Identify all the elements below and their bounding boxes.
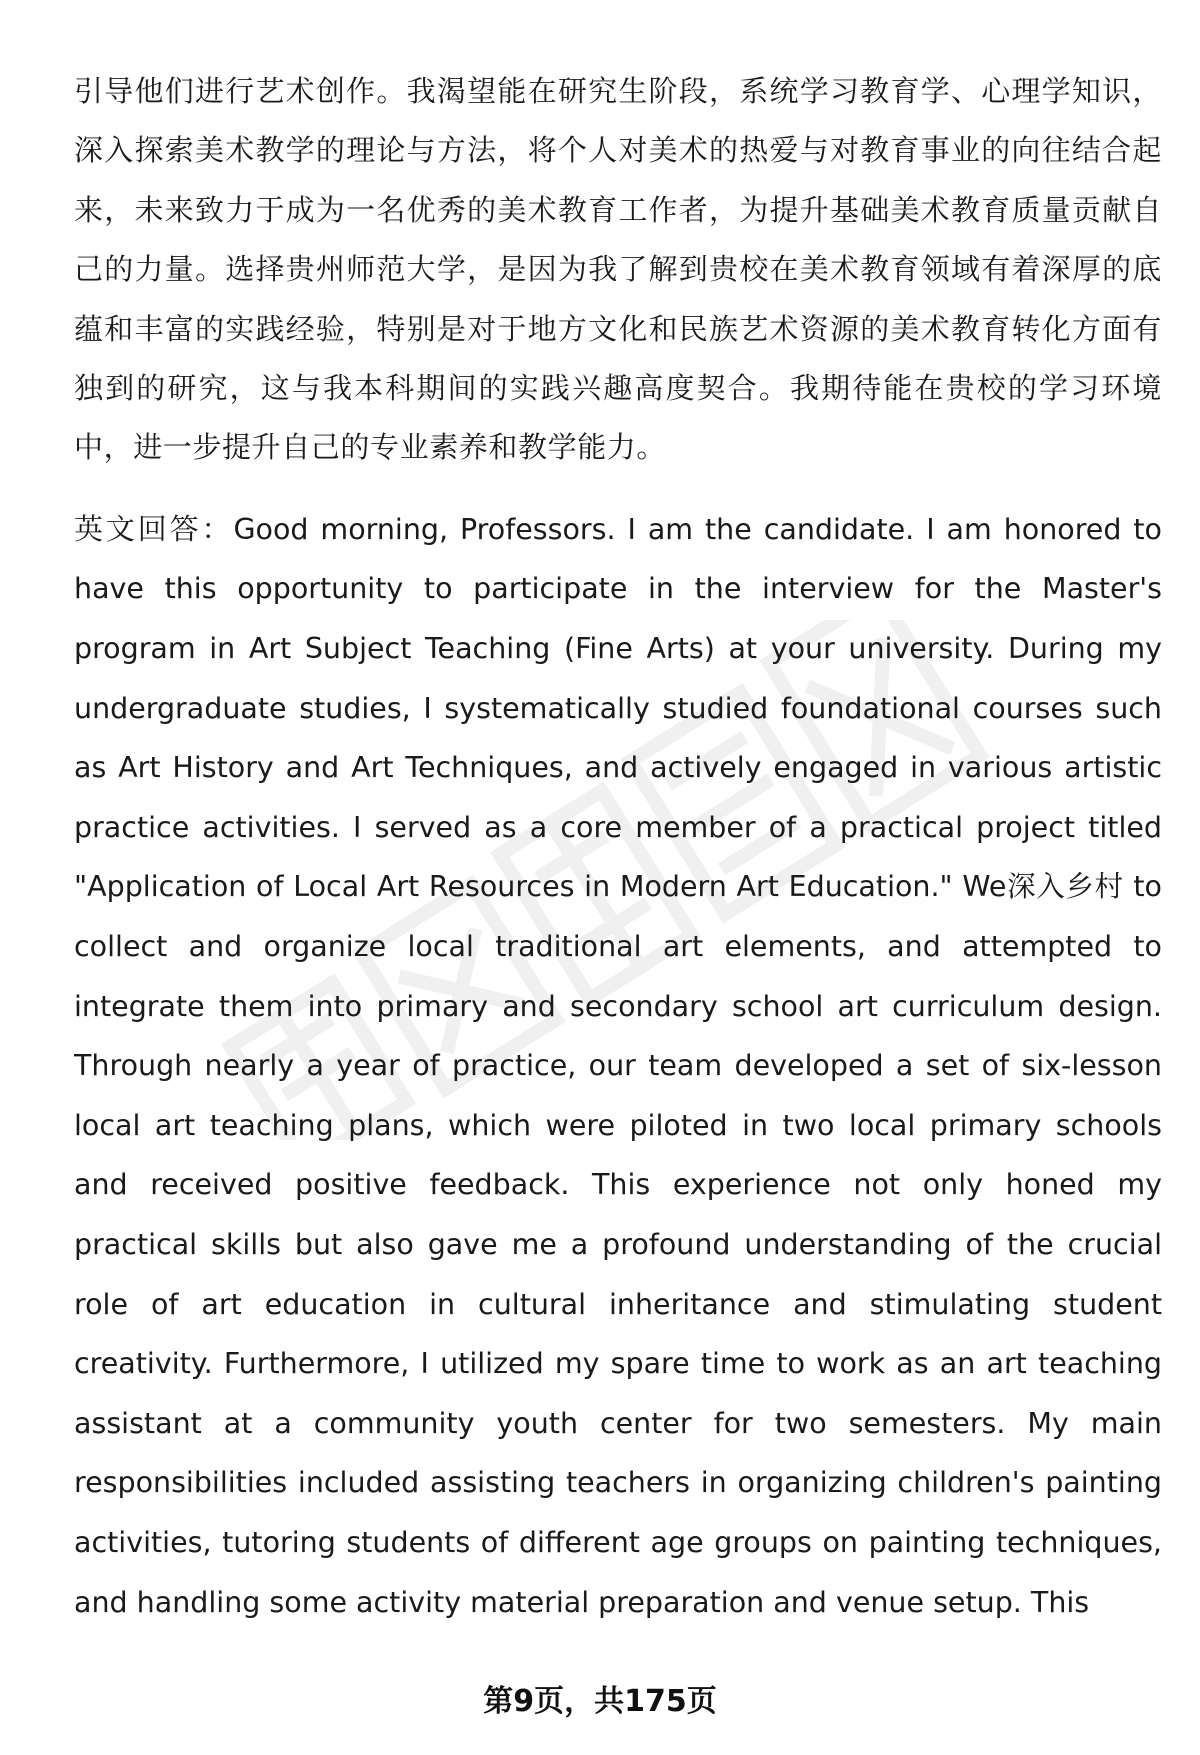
english-answer-label: 英文回答：	[74, 511, 234, 546]
page-number-footer: 第9页，共175页	[483, 1684, 717, 1719]
english-answer-paragraph	[74, 500, 1162, 1632]
english-answer-text: Good morning, Professors. I am the candidate. I am honored to have this opportunity to participate in the interview for the Master's program in Art Subject Teaching (Fine Arts) at your university. During my undergraduate studies, I systematically studied foundational courses such as Art History and Art Techniques, and actively engaged in various artistic practice activities. I served as a core member of a practical project titled "Application of Local Art Resources in Modern Art Education." We深入乡村 to collect and organize local traditional art elements, and attempted to integrate them into primary and secondary school art curriculum design. Through nearly a year of practice, our team developed a set of six-lesson local art teaching plans, which were piloted in two local primary schools and received positive feedback. This experience not only honed my practical skills but also gave me a profound understanding of the crucial role of art education in cultural inheritance and stimulating student creativity. Furthermore, I utilized my spare time to work as an art teaching assistant at a community youth center for two semesters. My main responsibilities included assisting teachers in organizing children's painting activities, tutoring students of different age groups on painting techniques, and handling some activity material preparation and venue setup. This	[74, 512, 1162, 1619]
document-body	[74, 62, 1162, 1632]
chinese-paragraph: 引导他们进行艺术创作。我渴望能在研究生阶段，系统学习教育学、心理学知识，深入探索美术教学的理论与方法，将个人对美术的热爱与对教育事业的向往结合起来，未来致力于成为一名优秀的美术教育工作者，为提升基础美术教育质量贡献自己的力量。选择贵州师范大学，是因为我了解到贵校在美术教育领域有着深厚的底蕴和丰富的实践经验，特别是对于地方文化和民族艺术资源的美术教育转化方面有独到的研究，这与我本科期间的实践兴趣高度契合。我期待能在贵校的学习环境中，进一步提升自己的专业素养和教学能力。	[74, 74, 1162, 465]
